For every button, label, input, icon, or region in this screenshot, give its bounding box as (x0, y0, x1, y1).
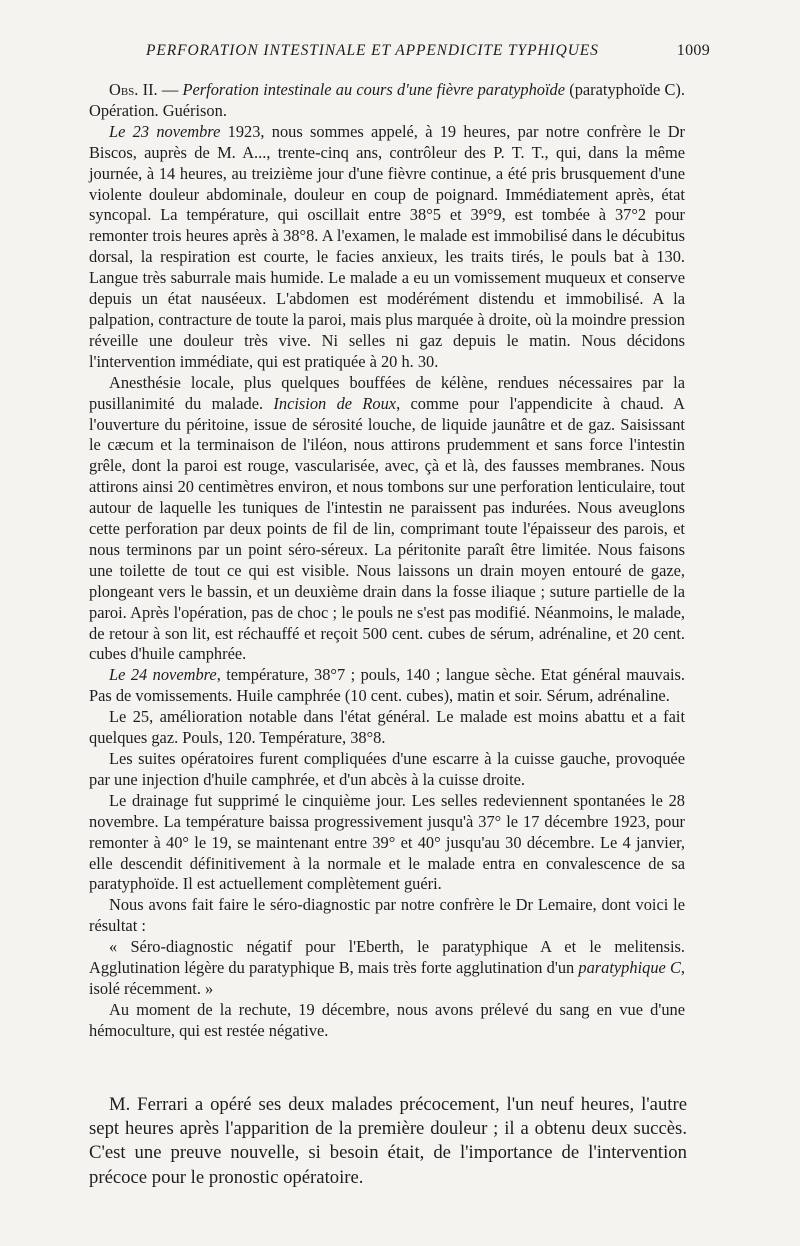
observation-title-rest: (paratyphoïde C). Opération. Guérison. (89, 80, 685, 120)
paragraph-text: Anesthésie locale, plus quelques bouffées de kélène, rendues nécessaires par la pusillanimité du malade. (89, 372, 685, 413)
paragraph-rechute: Au moment de la rechute, 19 décembre, nous avons prélevé du sang en vue d'une hémoculture, qui est restée négative. (89, 999, 685, 1040)
observation-body (89, 80, 685, 1042)
date-24-novembre: Le 24 novembre (109, 665, 217, 685)
paragraph-suites-operatoires: Les suites opératoires furent compliquées d'une escarre à la cuisse gauche, provoquée par une injection d'huile camphrée, et d'un abcès à la cuisse droite. (89, 749, 685, 789)
paragraph-text: , isolé récemment. » (89, 958, 686, 998)
observation-label: Obs. II. — (109, 80, 183, 99)
observation-heading (89, 80, 685, 122)
page-header (90, 42, 710, 60)
paratyphique-c: paratyphique C (578, 958, 681, 978)
paragraph-text: « Séro-diagnostic négatif pour l'Eberth, le paratyphique A et le melitensis. Agglutination légère du paratyphique B, mais très forte agglutination d'un (89, 937, 685, 978)
closing-remarks (89, 1093, 687, 1190)
incision-de-roux: Incision de Roux (273, 393, 397, 413)
paragraph-24-novembre (89, 665, 685, 707)
paragraph-operation (89, 373, 685, 666)
paragraph-sero-diagnostic: Nous avons fait faire le séro-diagnostic par notre confrère le Dr Lemaire, dont voici le résultat : (89, 895, 685, 936)
paragraph-case-history (89, 122, 685, 373)
page-number: 1009 (676, 42, 710, 59)
date-23-novembre: Le 23 novembre (109, 121, 221, 141)
paragraph-text: , température, 38°7 ; pouls, 140 ; langue sèche. Etat général mauvais. Pas de vomissements. Huile camphrée (10 cent. cubes), matin et soir. Sérum, adrénaline. (89, 665, 685, 706)
paragraph-text: 1923, nous sommes appelé, à 19 heures, par notre confrère le Dr Biscos, auprès de M. A..., trente-cinq ans, contrôleur des P. T. T., qui, dans la même journée, à 14 heures, au treizième jour d'une fièvre continue, a été pris brusquement d'une violente douleur abdominale, douleur en coup de poignard. Immédiatement après, état syncopal. La température, qui oscillait entre 38°5 et 39°9, est tombée à 37°2 pour remonter trois heures après à 38°8. A l'examen, le malade est immobilisé dans le décubitus dorsal, la respiration est courte, le facies anxieux, les traits tirés, le pouls bat à 130. Langue très saburrale mais humide. Le malade a eu un vomissement muqueux et conserve depuis un état nauséeux. L'abdomen est modérément distendu et immobilisé. A la palpation, contracture de toute la paroi, mais plus marquée à droite, où la moindre pression réveille une douleur très vive. Ni selles ni gaz depuis le matin. Nous décidons l'intervention immédiate, qui est pratiquée à 20 h. 30. (89, 121, 685, 371)
paragraph-text: , comme pour l'appendicite à chaud. A l'ouverture du péritoine, issue de sérosité louche, de liquide jaunâtre et de gaz. Saisissant le cæcum et la terminaison de l'iléon, nous attirons prudemment et sans force l'intestin grêle, dont la paroi est rouge, vascularisée, avec, çà et là, des fausses membranes. Nous attirons ainsi 20 centimètres environ, et nous tombons sur une perforation lenticulaire, tout autour de laquelle les tuniques de l'intestin ne paraissent pas indurées. Nous aveuglons cette perforation par deux points de fil de lin, comprimant toute l'épaisseur des parois, et nous terminons par un point séro-séreux. La péritonite paraît être limitée. Nous faisons une toilette de tout ce qui est visible. Nous laissons un drain moyen entouré de gaze, plongeant vers le bassin, et un deuxième drain dans la fosse iliaque ; suture partielle de la paroi. Après l'opération, pas de choc ; le pouls ne s'est pas modifié. Néanmoins, le malade, de retour à son lit, est réchauffé et reçoit 500 cent. cubes de sérum, adrénaline, et 20 cent. cubes d'huile camphrée. (89, 393, 685, 664)
paragraph-drainage: Le drainage fut supprimé le cinquième jour. Les selles redeviennent spontanées le 28 novembre. La température baissa progressivement jusqu'à 37° le 17 décembre 1923, pour remonter à 40° le 19, se maintenant entre 39° et 40° jusqu'au 30 décembre. Le 4 janvier, elle descendit définitivement à la normale et le malade entra en convalescence de sa paratyphoïde. Il est actuellement complètement guéri. (89, 790, 685, 894)
paragraph-resultat (89, 937, 685, 1000)
running-title: PERFORATION INTESTINALE ET APPENDICITE TYPHIQUES (146, 42, 599, 59)
observation-title: Perforation intestinale au cours d'une fièvre paratyphoïde (182, 80, 565, 99)
closing-paragraph: M. Ferrari a opéré ses deux malades précocement, l'un neuf heures, l'autre sept heures après l'apparition de la première douleur ; il a obtenu deux succès. C'est une preuve nouvelle, si besoin était, de l'importance de l'intervention précoce pour le pronostic opératoire. (89, 1094, 687, 1188)
paragraph-25: Le 25, amélioration notable dans l'état général. Le malade est moins abattu et a fait quelques gaz. Pouls, 120. Température, 38°8. (89, 707, 685, 748)
